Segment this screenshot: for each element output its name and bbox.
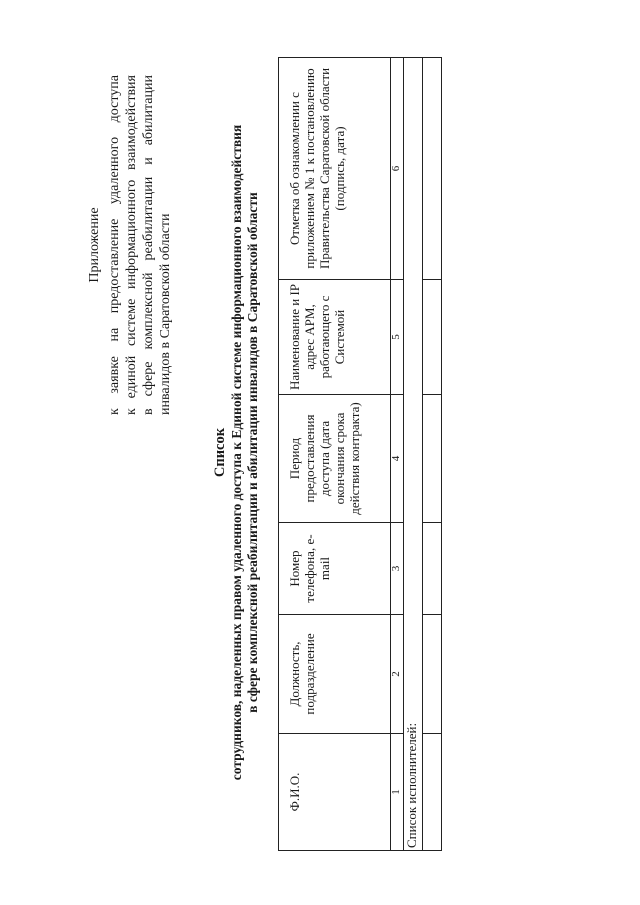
table-row — [423, 58, 442, 851]
appendix-line: в сфере комплексной реабилитации и абилитации — [141, 75, 156, 415]
column-number: 1 — [391, 734, 404, 851]
appendix-line: к заявке на предоставление удаленного доступа — [107, 75, 122, 415]
column-number: 6 — [391, 58, 404, 280]
column-number: 2 — [391, 615, 404, 734]
column-number-row — [391, 58, 404, 851]
column-header: Должность, подразделение — [279, 615, 391, 734]
table-header-row — [279, 58, 391, 851]
table-cell — [423, 395, 442, 523]
column-number: 4 — [391, 395, 404, 523]
table-cell — [423, 734, 442, 851]
column-header: Период предоставления доступа (дата окончания срока действия контракта) — [279, 395, 391, 523]
column-number: 3 — [391, 523, 404, 615]
appendix-line: инвалидов в Саратовской области — [158, 213, 173, 415]
heading-line: сотрудников, наделенных правом удаленного доступа к Единой системе информационного взаимодействия — [229, 124, 244, 781]
document-heading — [212, 0, 261, 905]
column-header: Номер телефона, e-mail — [279, 523, 391, 615]
appendix-title: Приложение — [87, 207, 102, 283]
column-number: 5 — [391, 280, 404, 395]
table-cell — [423, 280, 442, 395]
column-header: Отметка об ознакомлении с приложением № 1 к постановлению Правительства Саратовской области (подпись, дата) — [279, 58, 391, 280]
staff-table — [278, 57, 442, 851]
column-header: Наименование и IP адрес АРМ, работающего с Системой — [279, 280, 391, 395]
heading-line: в сфере комплексной реабилитации и абилитации инвалидов в Саратовской области — [245, 192, 260, 713]
table-cell — [423, 58, 442, 280]
executors-row — [404, 58, 423, 851]
heading-title: Список — [212, 427, 228, 478]
appendix-block — [86, 75, 174, 415]
executors-label: Список исполнителей: — [404, 58, 423, 851]
appendix-line: к единой системе информационного взаимодействия — [124, 75, 139, 415]
table-cell — [423, 523, 442, 615]
column-header: Ф.И.О. — [279, 734, 391, 851]
table-cell — [423, 615, 442, 734]
